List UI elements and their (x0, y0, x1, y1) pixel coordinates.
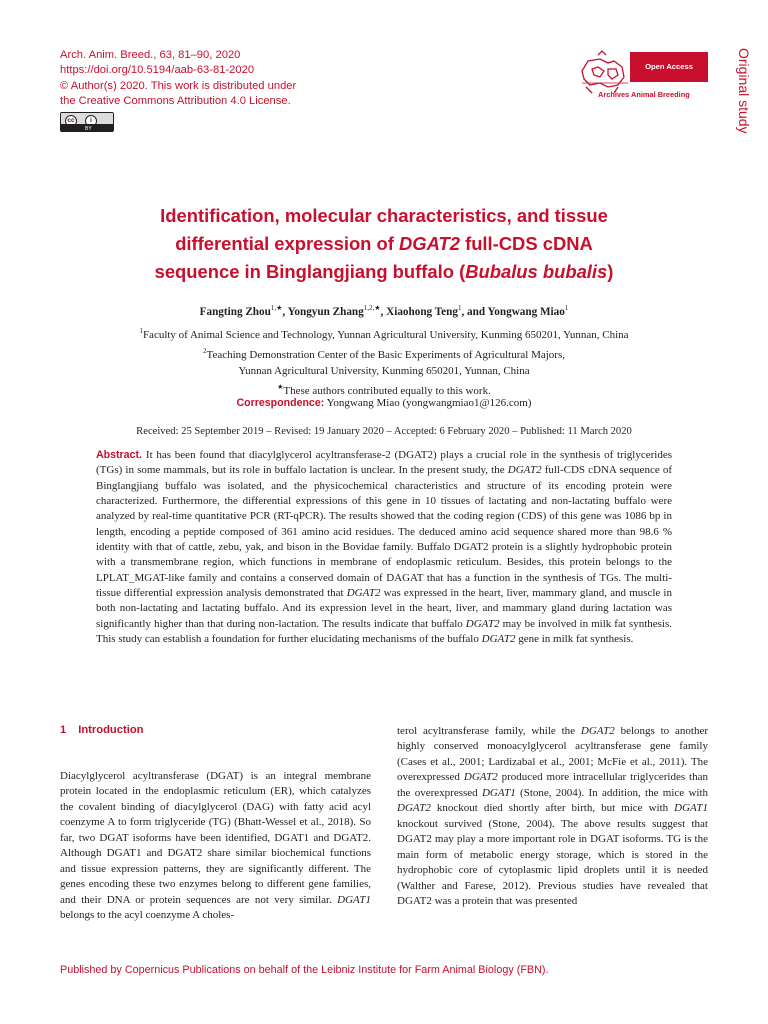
gene-name: DGAT2 (397, 802, 431, 815)
abstract-text: gene in milk fat synthesis. (515, 633, 634, 646)
abstract-label: Abstract. (96, 449, 142, 461)
author-separator: , and (461, 306, 488, 318)
title-line-1: Identification, molecular characteristics, and tissue (160, 205, 608, 226)
affiliation-mark: 1 (139, 327, 143, 335)
gene-name: DGAT2 (481, 633, 516, 646)
section-title: Introduction (78, 724, 144, 736)
doi-link[interactable]: https://doi.org/10.5194/aab-63-81-2020 (60, 64, 255, 77)
open-access-badge[interactable]: Open Access (630, 52, 708, 82)
creative-commons-icon: cc (65, 115, 77, 127)
abstract-text: was expressed in the heart, liver, mammary gland, and muscle in both non-lactating and lactating buffalo. And its expression level in the heart, liver, and mammary gland during lactation was significantly higher than that during non-lactation. The results indicate that buffalo (96, 587, 672, 630)
author-affiliation-mark: 1,★ (270, 304, 283, 312)
body-text: belongs to the acyl coenzyme A choles- (60, 909, 235, 922)
body-text: produced more intracellular triglycerides than the overexpressed (397, 771, 708, 799)
abstract-text: may be involved in milk fat synthesis. This study can establish a foundation for further elucidating mechanisms of the buffalo (96, 617, 672, 646)
author-list (0, 304, 768, 318)
gene-name: DGAT2 (580, 725, 615, 737)
gene-name: DGAT2 (507, 464, 542, 477)
section-heading (60, 724, 143, 736)
title-line-3 (84, 258, 684, 286)
journal-citation: Arch. Anim. Breed., 63, 81–90, 2020 (60, 49, 241, 61)
gene-name: DGAT2 (465, 617, 500, 630)
article-type-label: Original study (736, 48, 752, 134)
title-line-2 (84, 230, 684, 258)
attribution-person-icon: i (85, 115, 97, 127)
cc-by-license-badge[interactable] (60, 112, 114, 132)
citation-block (60, 48, 296, 110)
journal-name: Archives Animal Breeding (598, 90, 690, 99)
author-name: Xiaohong Teng (386, 306, 458, 318)
correspondence-label: Correspondence: (236, 397, 325, 409)
body-text: terol acyltransferase family, while the (397, 725, 581, 737)
author-name: Fangting Zhou (199, 306, 271, 318)
gene-name: DGAT1 (674, 802, 708, 815)
abstract (96, 448, 672, 647)
body-text: belongs to another highly conserved monoacylglycerol acyltransferase gene family (Cases et al., 2001; Lardizabal et al., 2001; McFie et al., 2011). The overexpressed (397, 725, 708, 784)
author-separator: , (380, 306, 387, 318)
title-text: ) (607, 260, 614, 282)
section-number: 1 (60, 724, 67, 736)
author-separator: , (282, 306, 288, 318)
correspondence (0, 397, 768, 409)
correspondence-email[interactable]: Yongwang Miao (yongwangmiao1@126.com) (326, 397, 532, 409)
abstract-text: full-CDS cDNA sequence of Binglangjiang buffalo was isolated, and the physicochemical characteristics and structure of its encoding protein were characterized. Furthermore, the differential expressions of this gene in 10 tissues of lactating and non-lactating buffalo were analyzed by real-time quantitative PCR (RT-qPCR). The results showed that the coding region (CDS) of this gene was 1086 bp in length, encoding a peptide composed of 361 amino acid residues. The deduced amino acid sequence shared more than 98.6 % identity with that of cattle, zebu, yak, and bison in the Bovidae family. Buffalo DGAT2 protein is a slightly hydrophobic protein with a transmembrane region, which functions in membrane of endoplasmic reticulum. Besides, this protein belongs to the LPLAT_MGAT-like family and contains a conserved domain of DAGAT that has a function in the synthesis of TGs. The multi-tissue differential expression analysis demonstrated that (96, 464, 672, 600)
gene-name: DGAT2 (346, 587, 381, 600)
title-gene-name: DGAT2 (399, 232, 460, 254)
body-text: knockout died shortly after birth, but mice with (430, 802, 675, 815)
author-affiliation-mark: 1 (564, 304, 569, 312)
equal-contribution-note (0, 379, 768, 399)
note-text: These authors contributed equally to this work. (283, 385, 491, 397)
title-text: sequence in Binglangjiang buffalo ( (154, 260, 466, 282)
body-text: knockout survived (Stone, 2004). The above results suggest that DGAT2 may play a more important role in DGAT isoforms. TG is the main form of metabolic energy storage, which is stored in the hydrophobic core of cytoplasmic lipid droplets until it is needed (Walther and Farese, 2012). Previous studies have revealed that DGAT2 was a protein that was presented (397, 817, 708, 907)
author-affiliation-mark: 1 (457, 304, 462, 312)
badge-by-label: BY (85, 126, 92, 132)
title-text: full-CDS cDNA (459, 232, 593, 254)
body-text: (Stone, 2004). In addition, the mice with (515, 786, 709, 799)
license-link[interactable]: the Creative Commons Attribution 4.0 License. (60, 95, 291, 108)
affiliation-2 (0, 343, 768, 363)
author-name: Yongwang Miao (487, 306, 565, 318)
gene-name: DGAT1 (481, 786, 516, 799)
star-mark: ★ (277, 383, 284, 391)
author-name: Yongyun Zhang (287, 306, 364, 318)
body-column-right (397, 724, 708, 909)
affiliation-2-continued: Yunnan Agricultural University, Kunming 650201, Yunnan, China (238, 365, 530, 377)
affiliation-text: Faculty of Animal Science and Technology, Yunnan Agricultural University, Kunming 650201, Yunnan, China (142, 329, 629, 341)
affiliation-mark: 2 (203, 347, 207, 355)
body-column-left (60, 769, 371, 924)
affiliation-text: Teaching Demonstration Center of the Basic Experiments of Agricultural Majors, (206, 349, 565, 361)
body-text: Diacylglycerol acyltransferase (DGAT) is an integral membrane protein located in the endoplasmic reticulum (ER), which catalyzes the covalent binding of diacylglycerol (DAG) with fatty acid acyl coenzyme A to form triglyceride (TG) (Bhatt-Wessel et al., 2018). So far, two DGAT isoforms have been identified, DGAT1 and DGAT2. Although DGAT1 and DGAT2 share similar biochemical functions and tissue expression patterns, they are significantly different. The genes encoding these two enzymes belong to different gene families, and their DNA or protein sequences are not very similar. (60, 770, 371, 906)
title-species-name: Bubalus bubalis (465, 260, 608, 282)
article-title (84, 202, 684, 285)
publication-dates: Received: 25 September 2019 – Revised: 19 January 2020 – Accepted: 6 February 2020 – Published: 11 March 2020 (136, 426, 632, 437)
affiliations (0, 323, 768, 399)
gene-name: DGAT2 (463, 771, 498, 784)
title-text: differential expression of (175, 232, 399, 254)
abstract-text: It has been found that diacylglycerol acyltransferase-2 (DGAT2) plays a crucial role in the synthesis of triglycerides (TGs) in some mammals, but its role in buffalo lactation is unclear. In the present study, the (96, 449, 672, 477)
copyright-line: © Author(s) 2020. This work is distributed under (60, 79, 297, 92)
publisher-footer: Published by Copernicus Publications on behalf of the Leibniz Institute for Farm Animal Biology (FBN). (60, 964, 549, 976)
author-affiliation-mark: 1,2,★ (363, 304, 381, 312)
gene-name: DGAT1 (337, 893, 371, 906)
affiliation-1 (0, 323, 768, 343)
